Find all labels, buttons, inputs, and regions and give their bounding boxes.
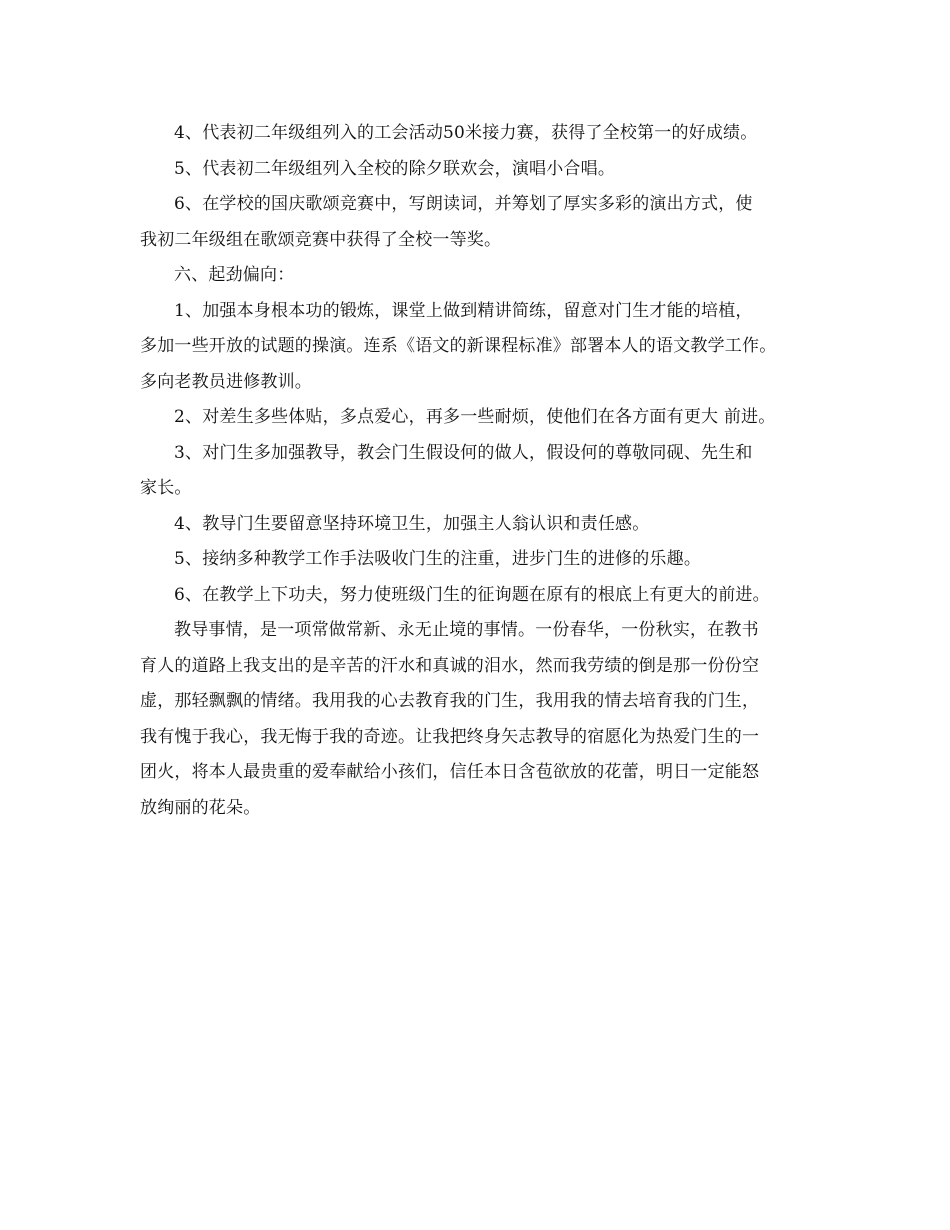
- section-heading: 六、起劲偏向：: [174, 265, 295, 285]
- text-line: 虚，那轻飘飘的情绪。我用我的心去教育我的门生，我用我的情去培育我的门生，: [140, 691, 760, 711]
- text-line: 6、在教学上下功夫，努力使班级门生的征询题在原有的根底上有更大的前进。: [174, 584, 770, 605]
- text-line: 3、对门生多加强教导，教会门生假设何的做人，假设何的尊敬同砚、先生和: [174, 442, 753, 463]
- document-body: [140, 116, 820, 826]
- text-line: 放绚丽的花朵。: [140, 797, 261, 818]
- text-line: 我有愧于我心，我无悔于我的奇迹。让我把终身矢志教导的宿愿化为热爱门生的一: [140, 726, 760, 747]
- text-line: 4、教导门生要留意坚持环境卫生，加强主人翁认识和责任感。: [174, 513, 650, 534]
- text-line: 多向老教员进修教训。: [140, 371, 312, 392]
- text-line: 2、对差生多些体贴，多点爱心，再多一些耐烦，使他们在各方面有更大 前进。: [174, 407, 776, 427]
- text-line: 教导事情，是一项常做常新、永无止境的事情。一份春华，一份秋实，在教书: [174, 620, 759, 640]
- text-line: 多加一些开放的试题的操演。连系《语文的新课程标准》部署本人的语文教学工作。: [140, 336, 777, 356]
- text-line: 团火，将本人最贵重的爱奉献给小孩们，信任本日含苞欲放的花蕾，明日一定能怒: [140, 762, 760, 782]
- text-line: 5、代表初二年级组列入全校的除夕联欢会，演唱小合唱。: [174, 158, 616, 179]
- text-line: 育人的道路上我支出的是辛苦的汗水和真诚的泪水，然而我劳绩的倒是那一份份空: [140, 655, 760, 676]
- text-line: 4、代表初二年级组列入的工会活动50米接力赛，获得了全校第一的好成绩。: [174, 123, 758, 143]
- text-line: 5、接纳多种教学工作手法吸收门生的注重，进步门生的进修的乐趣。: [174, 549, 702, 569]
- text-line: 家长。: [140, 478, 192, 498]
- text-line: 6、在学校的国庆歌颂竞赛中，写朗读词，并筹划了厚实多彩的演出方式，使: [174, 194, 753, 214]
- text-line: 1、加强本身根本功的锻炼，课堂上做到精讲简练，留意对门生才能的培植，: [174, 300, 753, 321]
- text-line: 我初二年级组在歌颂竞赛中获得了全校一等奖。: [140, 229, 502, 250]
